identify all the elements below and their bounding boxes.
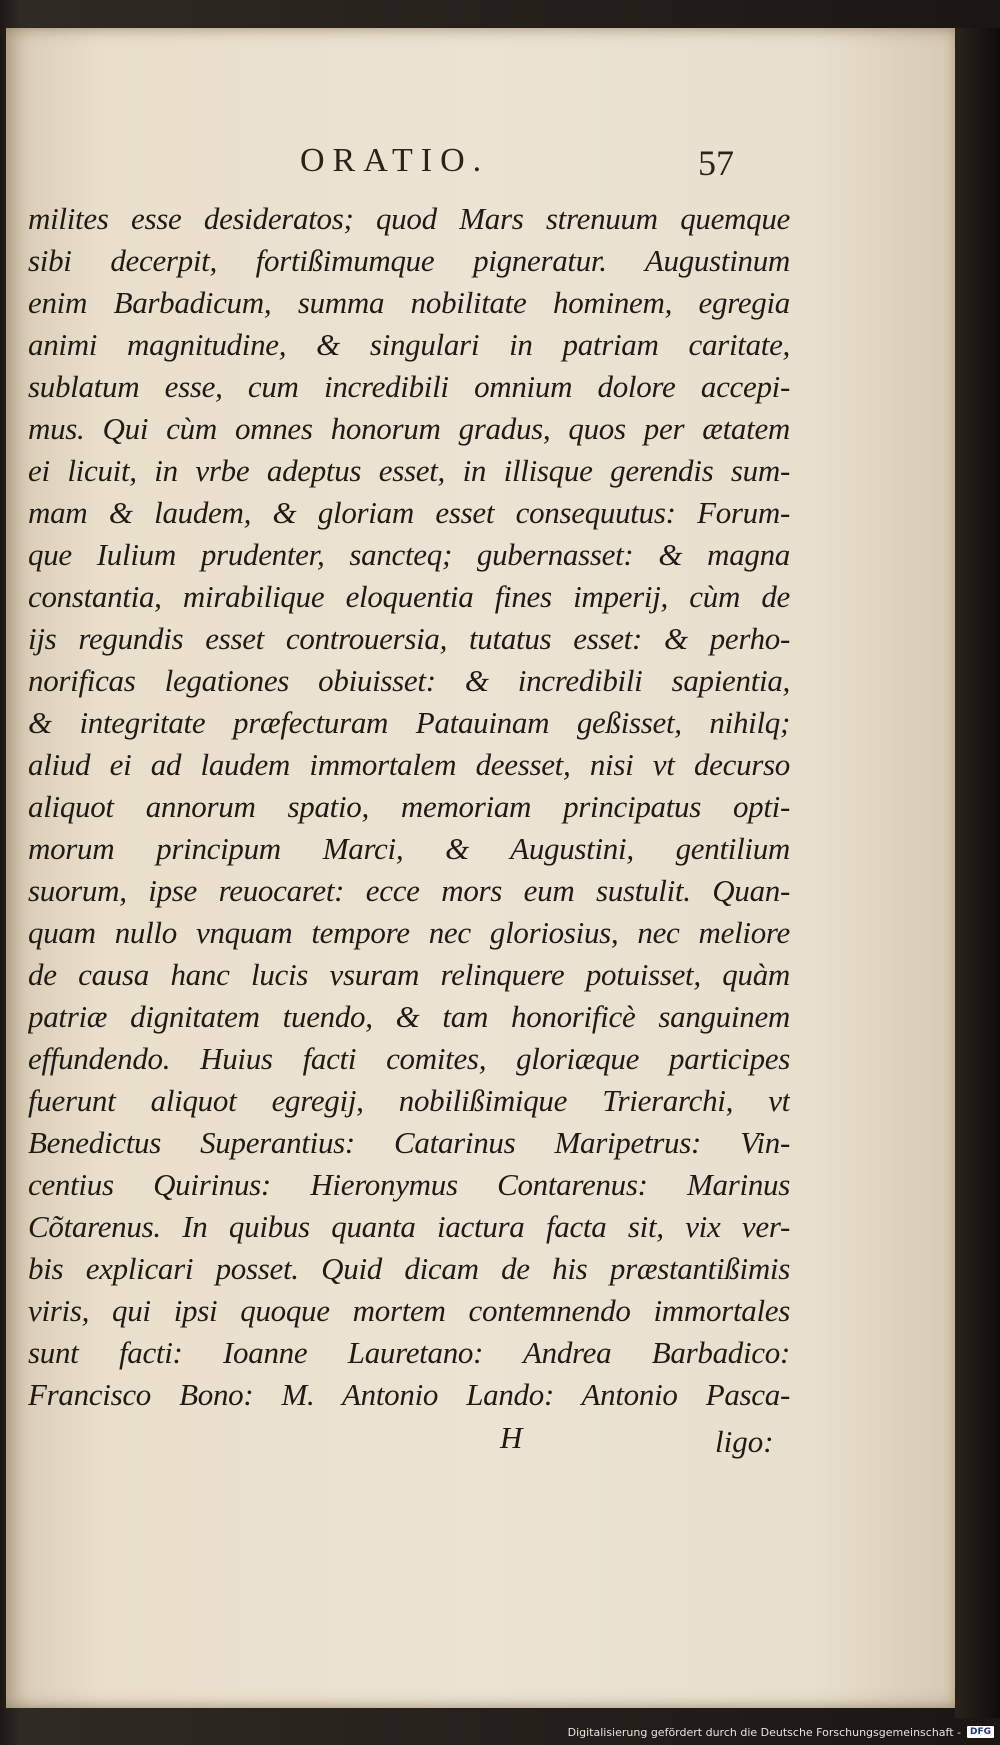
text-line: ijs regundis esset controuersia, tutatus esset: & perho- — [28, 621, 790, 656]
text-line: Cõtarenus. In quibus quanta iactura facta sit, vix ver- — [28, 1209, 790, 1244]
text-line: effundendo. Huius facti comites, gloriæque participes — [28, 1041, 790, 1076]
text-line: sibi decerpit, fortißimumque pigneratur. Augustinum — [28, 243, 790, 278]
text-line: patriæ dignitatem tuendo, & tam honorificè sanguinem — [28, 999, 790, 1034]
text-line: Francisco Bono: M. Antonio Lando: Antonio Pasca- — [28, 1377, 790, 1412]
page-header — [300, 142, 760, 192]
digitization-footer — [568, 1723, 994, 1741]
text-line: fuerunt aliquot egregij, nobilißimique Trierarchi, vt — [28, 1083, 790, 1118]
text-line: mus. Qui cùm omnes honorum gradus, quos per ætatem — [28, 411, 790, 446]
signature-mark: H — [500, 1420, 523, 1455]
text-line: norificas legationes obiuisset: & incredibili sapientia, — [28, 663, 790, 698]
text-line: suorum, ipse reuocaret: ecce mors eum sustulit. Quan- — [28, 873, 790, 908]
dfg-logo: DFG — [967, 1726, 994, 1738]
text-line: ei licuit, in vrbe adeptus esset, in illisque gerendis sum- — [28, 453, 790, 488]
text-line: Benedictus Superantius: Catarinus Maripetrus: Vin- — [28, 1125, 790, 1160]
text-line: aliud ei ad laudem immortalem deesset, nisi vt decurso — [28, 747, 790, 782]
text-line: animi magnitudine, & singulari in patriam caritate, — [28, 327, 790, 362]
text-line: quam nullo vnquam tempore nec gloriosius, nec meliore — [28, 915, 790, 950]
running-head: ORATIO. — [300, 142, 490, 179]
text-line: sunt facti: Ioanne Lauretano: Andrea Barbadico: — [28, 1335, 790, 1370]
text-line: centius Quirinus: Hieronymus Contarenus: Marinus — [28, 1167, 790, 1202]
text-line: milites esse desideratos; quod Mars strenuum quemque — [28, 201, 790, 236]
catchword: ligo: — [715, 1424, 774, 1459]
text-line: que Iulium prudenter, sancteq; gubernasset: & magna — [28, 537, 790, 572]
text-line: bis explicari posset. Quid dicam de his præstantißimis — [28, 1251, 790, 1286]
page-foot-marks — [500, 1420, 800, 1464]
text-line: viris, qui ipsi quoque mortem contemnendo immortales — [28, 1293, 790, 1328]
book-fore-edge — [955, 28, 1000, 1718]
text-line: morum principum Marci, & Augustini, gentilium — [28, 831, 790, 866]
text-line: enim Barbadicum, summa nobilitate hominem, egregia — [28, 285, 790, 320]
body-text — [28, 198, 790, 1416]
page-number: 57 — [698, 143, 734, 183]
text-line: de causa hanc lucis vsuram relinquere potuisset, quàm — [28, 957, 790, 992]
text-line: aliquot annorum spatio, memoriam principatus opti- — [28, 789, 790, 824]
funding-credit: Digitalisierung gefördert durch die Deutsche Forschungsgemeinschaft - — [567, 1725, 961, 1739]
text-line: & integritate præfecturam Patauinam geßisset, nihilq; — [28, 705, 790, 740]
text-line: constantia, mirabilique eloquentia fines imperij, cùm de — [28, 579, 790, 614]
text-line: mam & laudem, & gloriam esset consequutus: Forum- — [28, 495, 790, 530]
text-line: sublatum esse, cum incredibili omnium dolore accepi- — [28, 369, 790, 404]
